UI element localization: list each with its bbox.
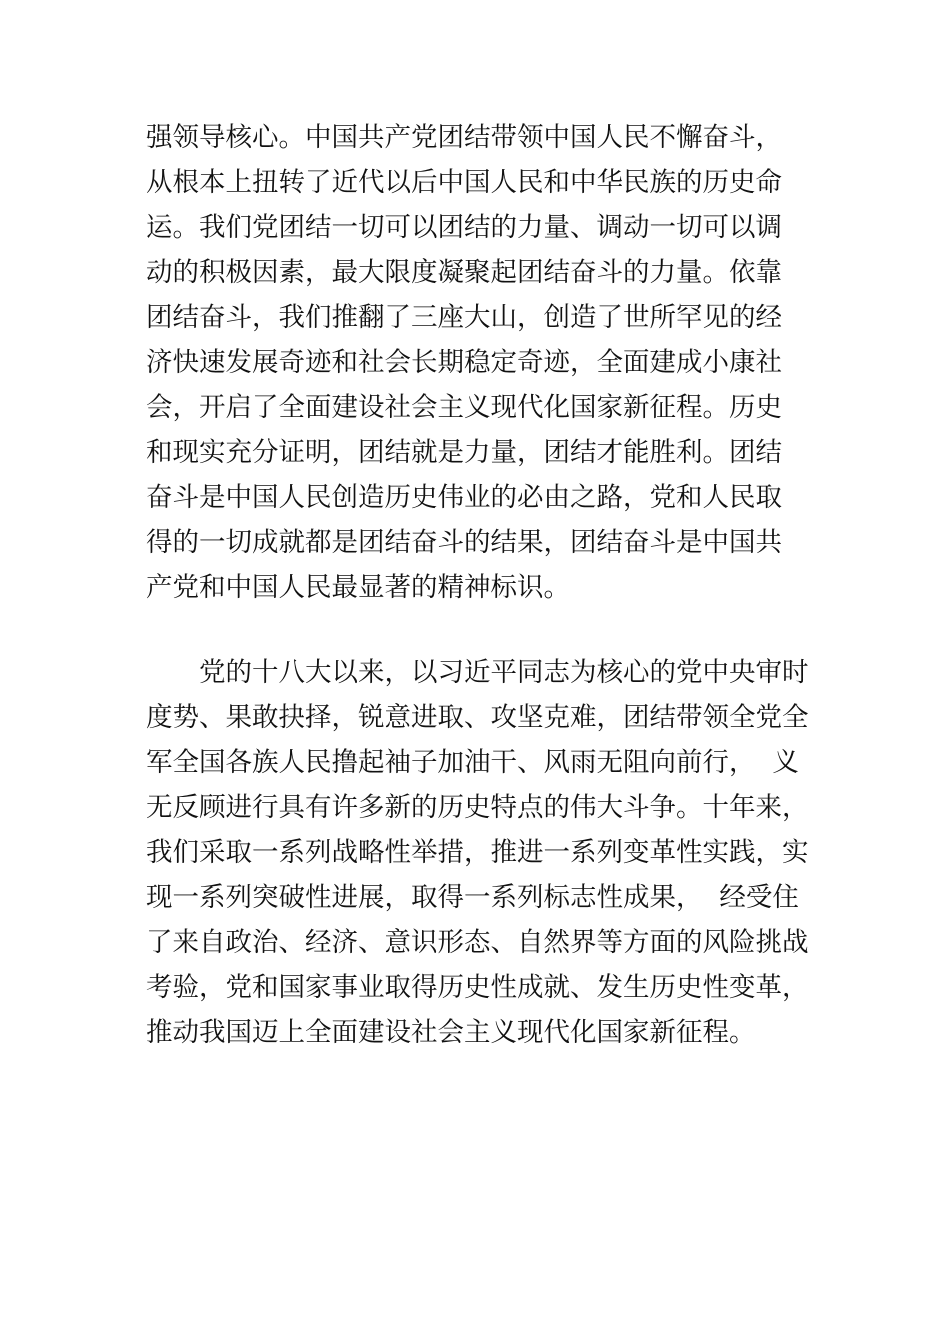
text-line: 无反顾进行具有许多新的历史特点的伟大斗争。十年来， bbox=[146, 792, 809, 823]
text-line: 得的一切成就都是团结奋斗的结果，团结奋斗是中国共 bbox=[146, 527, 782, 558]
text-line: 运。我们党团结一切可以团结的力量、调动一切可以调 bbox=[146, 212, 782, 243]
text-line: 动的积极因素，最大限度凝聚起团结奋斗的力量。依靠 bbox=[146, 257, 782, 288]
text-line: 和现实充分证明，团结就是力量，团结才能胜利。团结 bbox=[146, 437, 782, 468]
text-line: 会，开启了全面建设社会主义现代化国家新征程。历史 bbox=[146, 392, 782, 423]
text-line: 从根本上扭转了近代以后中国人民和中华民族的历史命 bbox=[146, 167, 782, 198]
text-line: 党的十八大以来，以习近平同志为核心的党中央审时 bbox=[199, 657, 809, 688]
text-line: 了来自政治、经济、意识形态、自然界等方面的风险挑战 bbox=[146, 927, 809, 958]
text-line: 济快速发展奇迹和社会长期稳定奇迹，全面建成小康社 bbox=[146, 347, 782, 378]
text-line: 我们采取一系列战略性举措，推进一系列变革性实践，实 bbox=[146, 837, 809, 868]
text-line: 奋斗是中国人民创造历史伟业的必由之路，党和人民取 bbox=[146, 482, 782, 513]
text-line: 考验，党和国家事业取得历史性成就、发生历史性变革， bbox=[146, 972, 809, 1003]
text-line: 军全国各族人民撸起袖子加油干、风雨无阻向前行， 义 bbox=[146, 747, 799, 778]
text-line: 推动我国迈上全面建设社会主义现代化国家新征程。 bbox=[146, 1017, 756, 1048]
text-line: 强领导核心。中国共产党团结带领中国人民不懈奋斗， bbox=[146, 122, 782, 153]
text-line: 产党和中国人民最显著的精神标识。 bbox=[146, 572, 570, 603]
text-line: 现一系列突破性进展，取得一系列标志性成果， 经受住 bbox=[146, 882, 799, 913]
text-line: 团结奋斗，我们推翻了三座大山，创造了世所罕见的经 bbox=[146, 302, 782, 333]
text-line: 度势、果敢抉择，锐意进取、攻坚克难，团结带领全党全 bbox=[146, 702, 809, 733]
